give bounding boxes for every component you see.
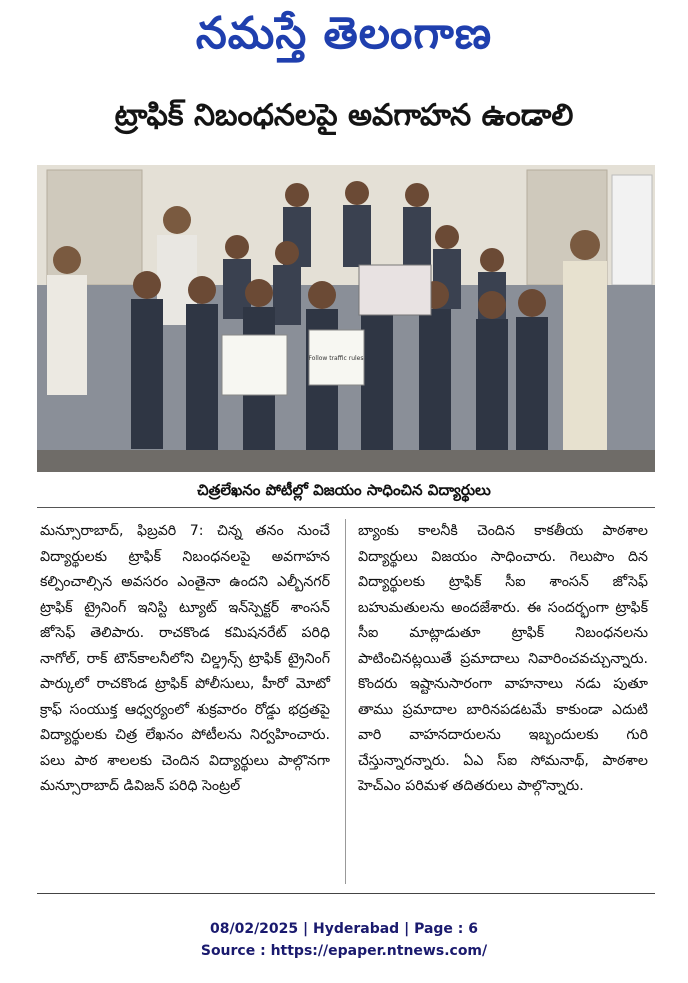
page-footer [0,918,688,962]
column-divider [345,519,346,884]
newspaper-masthead: నమస్తే తెలంగాణ [195,8,493,59]
footer-source-line[interactable]: Source : https://epaper.ntnews.com/ [200,943,488,959]
article-column-left: మన్సూరాబాద్, ఫిబ్రవరి 7: చిన్న తనం నుంచే విద్యార్థులకు ట్రాఫిక్ నిబంధనలపై అవగాహన కల్పించాల్సిన అవసరం ఎంతైనా ఉందని ఎల్బీనగర్ ట్రాఫిక్ ట్రైనింగ్ ఇనిస్టి ట్యూట్ ఇన్‌స్పెక్టర్ శాంసన్ జోసెఫ్ తెలిపారు. రాచకొండ కమిషనరేట్ పరిధి నాగోల్, రాక్ టౌన్‌కాలనీలోని చిల్డ్రన్స్ ట్రాఫిక్ ట్రైనింగ్ పార్కులో రాచకొండ ట్రాఫిక్ పోలీసులు, హీరో మోటో క్రాఫ్ సంయుక్త ఆధ్వర్యంలో శుక్రవారం రోడ్డు భద్రతపై విద్యార్థులకు చిత్ర లేఖనం పోటీలను నిర్వహించారు. పలు పాఠ శాలలకు చెందిన విద్యార్థులు పాల్గొనగా మన్సూరాబాద్ డివిజన్ పరిధి సెంట్రల్ [40,523,330,794]
caption-divider [37,507,655,508]
footer-date-line: 08/02/2025 | Hyderabad | Page : 6 [209,921,479,937]
placard-text: Follow traffic rules [308,355,364,362]
article-column-right: బ్యాంకు కాలనీకి చెందిన కాకతీయ పాఠశాల విద్యార్థులు విజయం సాధించారు. గెలుపొం దిన విద్యార్థులకు ట్రాఫిక్ సీఐ శాంసన్ జోసెఫ్ బహుమతులను అందజేశారు. ఈ సందర్భంగా ట్రాఫిక్ సీఐ మాట్లాడుతూ ట్రాఫిక్ నిబంధనలను పాటించినట్లయితే ప్రమాదాలు నివారించవచ్చున్నారు. కొందరు ఇష్టానుసారంగా వాహనాలు నడు పుతూ తాము ప్రమాదాల బారినపడటమే కాకుండా ఎదుటి వారి వాహనదారులను ఇబ్బందులకు గురి చేస్తున్నారన్నారు. ఏఎ స్ఐ సోమనాథ్, పాఠశాల హెచ్ఎం పరిమళ తదితరులు పాల్గొన్నారు. [358,523,648,794]
article-headline: ట్రాఫిక్ నిబంధనలపై అవగాహన ఉండాలి [114,98,574,133]
article-photo [37,165,655,472]
group-photo-illustration [37,165,655,472]
bottom-divider [37,893,655,894]
photo-caption: చిత్రలేఖనం పోటీల్లో విజయం సాధించిన విద్యార్థులు [197,481,491,499]
